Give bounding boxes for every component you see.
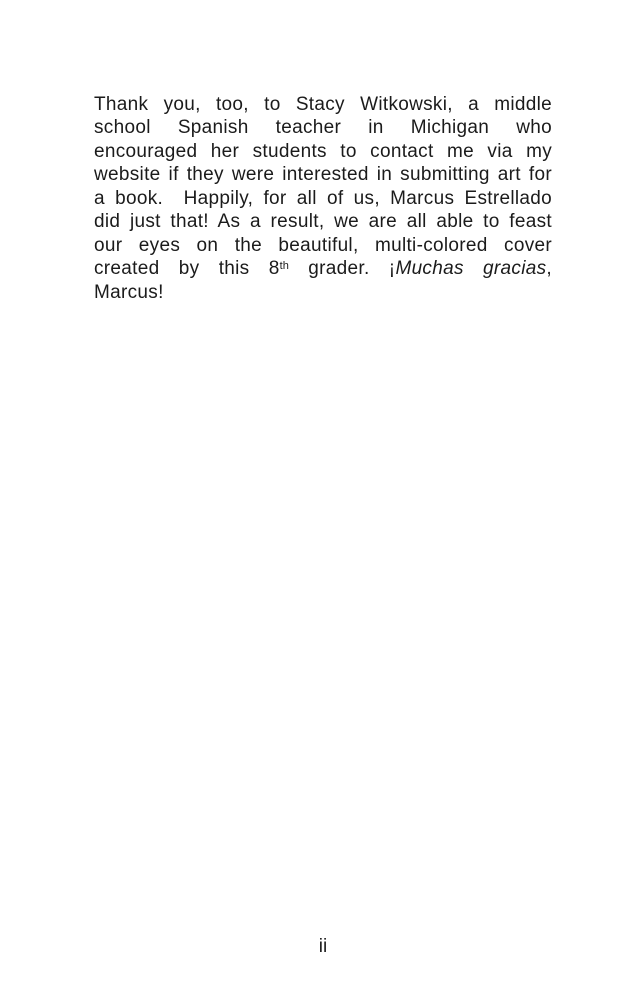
acknowledgment-paragraph bbox=[94, 93, 552, 304]
text-line bbox=[94, 234, 552, 257]
text-line bbox=[94, 163, 552, 186]
ordinal-superscript: th bbox=[279, 260, 289, 273]
text-line bbox=[94, 116, 552, 139]
text-line bbox=[94, 257, 552, 280]
text-segment: created by this 8 bbox=[94, 258, 280, 280]
page-number: ii bbox=[318, 936, 328, 957]
text-segment: did just that! As a result, we are all able to feast bbox=[94, 211, 552, 233]
italic-phrase: Muchas gracias bbox=[395, 258, 547, 280]
text-line bbox=[94, 281, 552, 304]
text-segment: our eyes on the beautiful, multi-colored cover bbox=[94, 234, 552, 256]
text-segment: website if they were interested in submitting art for bbox=[94, 164, 552, 186]
text-segment: Marcus! bbox=[94, 281, 164, 303]
text-line bbox=[94, 187, 552, 210]
text-line bbox=[94, 210, 552, 233]
text-segment: a book. Happily, for all of us, Marcus Estrellado bbox=[94, 187, 552, 209]
text-line bbox=[94, 140, 552, 163]
text-line bbox=[94, 93, 552, 116]
text-segment: grader. ¡ bbox=[289, 258, 396, 280]
text-segment: , bbox=[546, 258, 552, 280]
text-column bbox=[94, 93, 552, 304]
text-segment: encouraged her students to contact me via my bbox=[94, 140, 552, 162]
text-segment: school Spanish teacher in Michigan who bbox=[94, 117, 552, 139]
text-segment: Thank you, too, to Stacy Witkowski, a middle bbox=[94, 94, 552, 115]
